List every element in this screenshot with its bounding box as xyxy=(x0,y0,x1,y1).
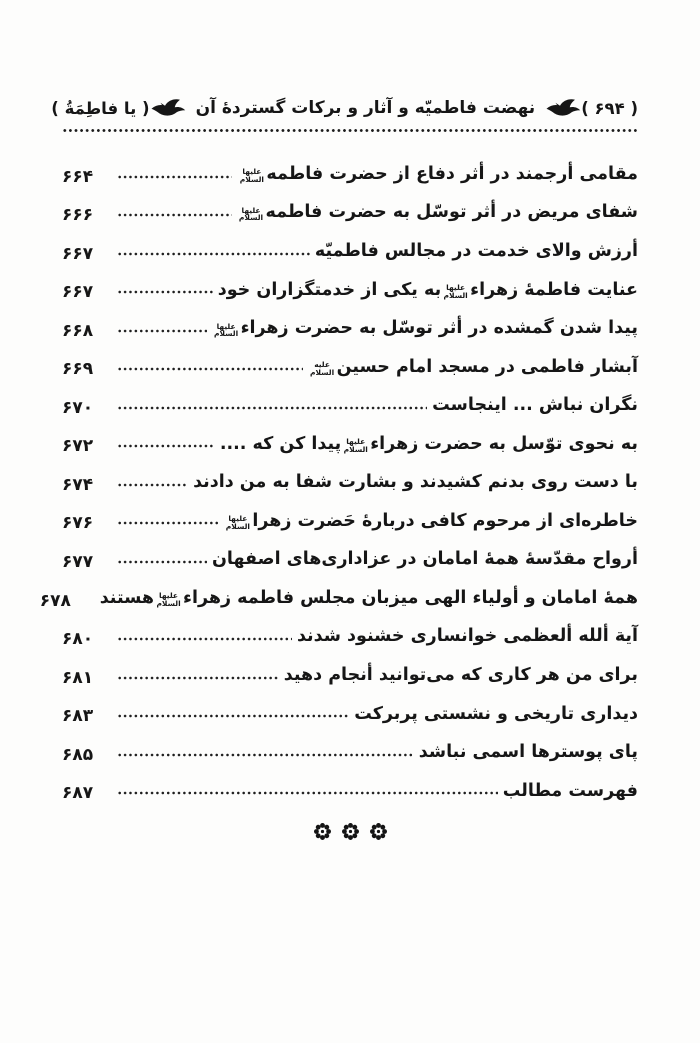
flower-asterisk-icon xyxy=(341,822,360,841)
toc-row xyxy=(62,148,638,187)
toc-page-number: ۶۷۰ xyxy=(62,397,94,418)
dot-leader xyxy=(117,711,349,721)
toc-entry-title: شفای مریض در أثر توسّل به حضرت فاطمهعلیها السلام xyxy=(238,202,638,223)
toc-row xyxy=(62,533,638,572)
toc-page-number: ۶۷۴ xyxy=(62,474,94,495)
bird-ornament-icon xyxy=(150,98,186,118)
toc-row xyxy=(62,341,638,380)
dot-leader xyxy=(117,326,207,336)
dot-leader xyxy=(117,557,207,567)
flower-asterisk-icon xyxy=(313,822,332,841)
dot-leader xyxy=(117,287,213,297)
toc-page-number: ۶۷۲ xyxy=(62,436,94,457)
toc-entry-title: أرزش والای خدمت در مجالس فاطمیّه xyxy=(314,241,638,262)
toc-entry-title: همهٔ امامان و أولیاء الهی میزبان مجلس فاطمه زهراءعلیها السلام‏هستند xyxy=(99,587,638,608)
toc-entry-title: آبشار فاطمی در مسجد امام حسینعلیه السلام xyxy=(309,356,638,377)
honorific-mark: علیها السلام xyxy=(238,205,264,223)
honorific-mark: علیها السلام xyxy=(156,591,181,608)
toc-page-number: ۶۸۳ xyxy=(62,706,94,727)
dot-leader xyxy=(117,480,188,490)
toc-row xyxy=(62,302,638,341)
toc-page-number: ۶۸۵ xyxy=(62,744,94,765)
toc-entry-title: آیة ألله ألعظمی خوانساری خشنود شدند xyxy=(296,626,638,647)
toc-row xyxy=(62,264,638,303)
toc-page-number: ۶۶۷ xyxy=(62,282,94,303)
page-header xyxy=(51,98,638,118)
flower-asterisk-icon xyxy=(369,822,388,841)
honorific-mark: علیها السلام xyxy=(343,437,368,454)
honorific-mark: علیها السلام xyxy=(443,283,468,300)
honorific-mark: علیها السلام xyxy=(239,167,265,184)
toc-entry-title: با دست روی بدنم کشیدند و بشارت شفا به من دادند xyxy=(193,472,638,493)
toc-page-number: ۶۶۸ xyxy=(62,320,94,341)
book-title: نهضت فاطمیّه و آثار و برکات گستردهٔ آن xyxy=(195,98,536,118)
toc-row xyxy=(62,418,638,457)
toc-row xyxy=(39,572,638,611)
header-page-number: ( ۶۹۴ ) xyxy=(581,98,638,118)
dot-leader xyxy=(117,403,427,413)
toc-list xyxy=(39,148,638,804)
dot-leader xyxy=(117,634,292,644)
header-invocation-label: ( یا فاطِمَةُ ) xyxy=(51,98,150,118)
toc-page-number: ۶۷۷ xyxy=(62,552,94,573)
dot-leader xyxy=(117,172,232,182)
toc-entry-title: مقامی أرجمند در أثر دفاع از حضرت فاطمهعلیها السلام xyxy=(239,163,638,184)
toc-row xyxy=(62,225,638,264)
dot-leader xyxy=(117,673,279,683)
toc-entry-title: أرواح مقدّسهٔ همهٔ امامان در عزاداری‌های اصفهان xyxy=(212,549,638,570)
toc-entry-title: پای پوسترها اسمی نباشد xyxy=(418,742,638,763)
toc-page-number: ۶۶۴ xyxy=(62,166,94,187)
toc-row xyxy=(62,495,638,534)
toc-row xyxy=(62,688,638,727)
toc-page-number: ۶۷۸ xyxy=(39,590,71,611)
toc-entry-title: عنایت فاطمهٔ زهراءعلیها السلام‏به یکی از خدمتگزاران خود xyxy=(217,279,638,300)
toc-row xyxy=(62,726,638,765)
toc-page-number: ۶۸۷ xyxy=(62,783,94,804)
toc-row xyxy=(62,649,638,688)
toc-entry-title: پیدا شدن گمشده در أثر توسّل به حضرت زهراءعلیها السلام xyxy=(213,318,638,339)
dot-leader xyxy=(117,750,414,760)
toc-page-number: ۶۸۰ xyxy=(62,629,94,650)
dot-leader xyxy=(117,518,218,528)
toc-entry-title: به نحوی توّسل به حضرت زهراءعلیها السلام‏پیدا کن که .... xyxy=(219,433,638,454)
toc-row xyxy=(62,611,638,650)
dot-leader xyxy=(117,210,232,220)
toc-page-number: ۶۶۶ xyxy=(62,205,94,226)
toc-page-number: ۶۶۹ xyxy=(62,359,94,380)
toc-row xyxy=(62,765,638,804)
toc-entry-title: خاطره‌ای از مرحوم کافی دربارهٔ حَضرت زهراعلیها السلام xyxy=(225,510,638,531)
toc-entry-title: فهرست مطالب xyxy=(502,780,638,801)
bird-ornament-icon xyxy=(545,98,581,118)
toc-page-number: ۶۶۷ xyxy=(62,243,94,264)
footer-ornament xyxy=(0,822,700,841)
toc-row xyxy=(62,379,638,418)
page-content xyxy=(39,98,638,804)
dot-leader xyxy=(117,788,498,798)
honorific-mark: علیه السلام xyxy=(309,360,335,377)
toc-page-number: ۶۸۱ xyxy=(62,667,94,688)
dot-leader xyxy=(117,441,215,451)
toc-entry-title: برای من هر کاری که می‌توانید أنجام دهید xyxy=(283,665,638,686)
honorific-mark: علیها السلام xyxy=(225,514,250,531)
header-dotted-divider xyxy=(62,127,638,134)
toc-page-number: ۶۷۶ xyxy=(62,513,94,534)
dot-leader xyxy=(117,249,310,259)
honorific-mark: علیها السلام xyxy=(213,321,239,339)
toc-row xyxy=(62,187,638,226)
toc-entry-title: نگران نباش ... اینجاست xyxy=(432,395,638,416)
toc-entry-title: دیداری تاریخی و نشستی پربرکت xyxy=(354,703,638,724)
dot-leader xyxy=(117,364,303,374)
toc-row xyxy=(62,456,638,495)
header-title-group xyxy=(150,98,582,118)
